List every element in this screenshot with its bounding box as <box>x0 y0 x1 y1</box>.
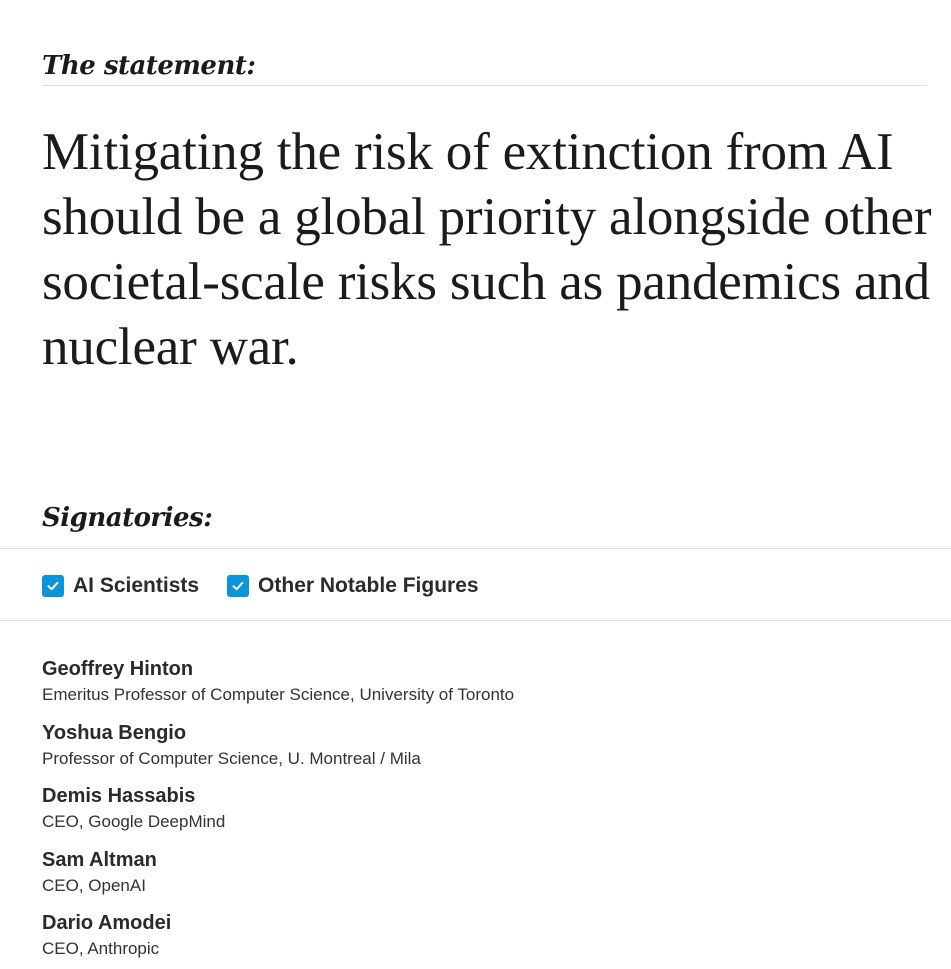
signatory-name: Yoshua Bengio <box>42 721 187 744</box>
signatory-title: CEO, Google DeepMind <box>42 812 226 831</box>
signatory-name: Sam Altman <box>42 848 157 871</box>
statement-text: Mitigating the risk of extinction from AI should be a global priority alongside other societal-scale risks such as pandemics and nuclear war. <box>42 123 932 376</box>
signatories-divider-top <box>0 548 951 549</box>
list-item <box>42 655 922 719</box>
checkmark-icon <box>46 579 60 593</box>
list-item <box>42 846 922 910</box>
signatory-title: Emeritus Professor of Computer Science, University of Toronto <box>42 685 515 704</box>
signatory-name: Dario Amodei <box>42 912 172 934</box>
filter-ai-scientists[interactable] <box>42 574 199 598</box>
statement-divider <box>42 85 927 86</box>
statement-heading: The statement: <box>42 51 256 81</box>
signatory-name: Geoffrey Hinton <box>42 658 194 680</box>
filter-other-notable-figures[interactable] <box>227 574 479 598</box>
list-item <box>42 782 922 846</box>
signatory-title: CEO, Anthropic <box>42 939 160 958</box>
signatory-list <box>42 655 922 969</box>
signatories-heading: Signatories: <box>42 503 213 533</box>
signatory-title: CEO, OpenAI <box>42 875 146 895</box>
signatory-name: Demis Hassabis <box>42 785 196 807</box>
other-notable-figures-checkbox[interactable] <box>227 575 249 597</box>
list-item <box>42 719 922 783</box>
signatory-title: Professor of Computer Science, U. Montreal / Mila <box>42 748 421 768</box>
ai-scientists-checkbox[interactable] <box>42 575 64 597</box>
filter-label: Other Notable Figures <box>258 574 479 597</box>
list-item <box>42 909 922 969</box>
filter-label: AI Scientists <box>73 574 200 597</box>
signatories-divider-bottom <box>0 620 951 621</box>
checkmark-icon <box>231 579 245 593</box>
signatory-filters <box>42 572 479 600</box>
